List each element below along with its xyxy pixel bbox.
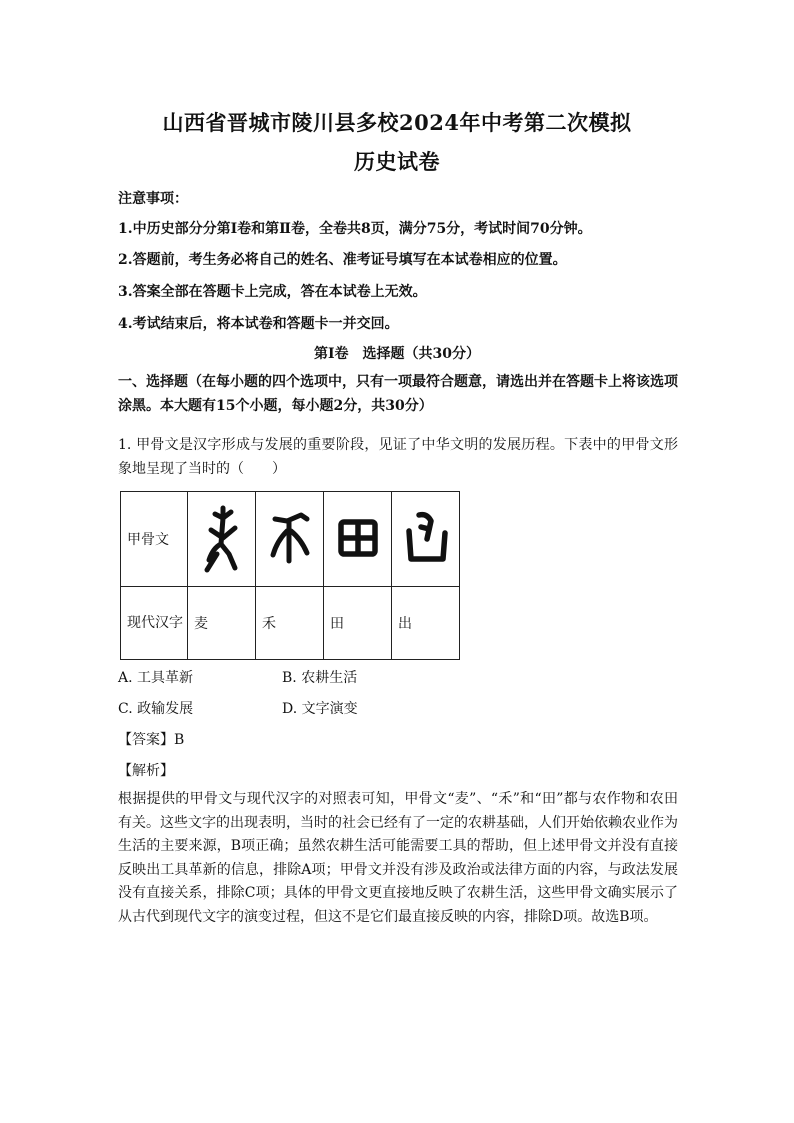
option-c: C. 政输发展 bbox=[118, 701, 194, 717]
table-header-oracle: 甲骨文 bbox=[121, 492, 188, 587]
table-row bbox=[121, 587, 460, 660]
option-a: A. 工具革新 bbox=[118, 670, 194, 686]
analysis-heading: 【解析】 bbox=[118, 763, 174, 779]
oracle-he-icon bbox=[267, 509, 313, 569]
oracle-chu-icon bbox=[401, 509, 451, 569]
exam-title: 山西省晋城市陵川县多校2024年中考第二次模拟 bbox=[162, 110, 632, 135]
notice-heading: 注意事项： bbox=[118, 191, 188, 207]
notice-item-3: 3.答案全部在答题卡上完成，答在本试卷上无效。 bbox=[118, 284, 427, 300]
section-title: 第Ⅰ卷 选择题（共30分） bbox=[313, 346, 481, 362]
exam-subtitle: 历史试卷 bbox=[354, 149, 440, 174]
table-cell-modern: 禾 bbox=[256, 587, 324, 660]
answer-label: 【答案】B bbox=[118, 732, 185, 748]
part-intro: 一、选择题（在每小题的四个选项中，只有一项最符合题意，请选出并在答题卡上将该选项涂黑。本大题有15个小题，每小题2分，共30分） bbox=[118, 374, 678, 414]
table-cell bbox=[256, 492, 324, 587]
oracle-tian-icon bbox=[335, 514, 381, 564]
table-cell-modern: 田 bbox=[324, 587, 392, 660]
oracle-bone-table bbox=[120, 491, 460, 660]
notice-item-2: 2.答题前，考生务必将自己的姓名、准考证号填写在本试卷相应的位置。 bbox=[118, 252, 567, 268]
table-cell-modern: 麦 bbox=[188, 587, 256, 660]
option-d: D. 文字演变 bbox=[282, 701, 358, 717]
notice-item-1: 1.中历史部分分第Ⅰ卷和第Ⅱ卷，全卷共8页，满分75分，考试时间70分钟。 bbox=[118, 221, 592, 237]
oracle-mai-icon bbox=[199, 504, 245, 574]
notice-item-4: 4.考试结束后，将本试卷和答题卡一并交回。 bbox=[118, 316, 399, 332]
analysis-text: 根据提供的甲骨文与现代汉字的对照表可知，甲骨文“麦”、“禾”和“田”都与农作物和农田有关。这些文字的出现表明，当时的社会已经有了一定的农耕基础，人们开始依赖农业作为生活的主要来源，B项正确；虽然农耕生活可能需要工具的帮助，但上述甲骨文并没有直接反映出工具革新的信息，排除A项；甲骨文并没有涉及政治或法律方面的内容，与政法发展没有直接关系，排除C项；具体的甲骨文更直接地反映了农耕生活，这些甲骨文确实展示了从古代到现代文字的演变过程，但这不是它们最直接反映的内容，排除D项。故选B项。 bbox=[118, 791, 678, 925]
option-b: B. 农耕生活 bbox=[282, 670, 358, 686]
table-cell-modern: 出 bbox=[392, 587, 460, 660]
table-header-modern: 现代汉字 bbox=[121, 587, 188, 660]
table-cell bbox=[392, 492, 460, 587]
table-cell bbox=[188, 492, 256, 587]
question-1-stem: 1. 甲骨文是汉字形成与发展的重要阶段，见证了中华文明的发展历程。下表中的甲骨文形象地呈现了当时的（ ） bbox=[118, 437, 678, 477]
table-row bbox=[121, 492, 460, 587]
table-cell bbox=[324, 492, 392, 587]
